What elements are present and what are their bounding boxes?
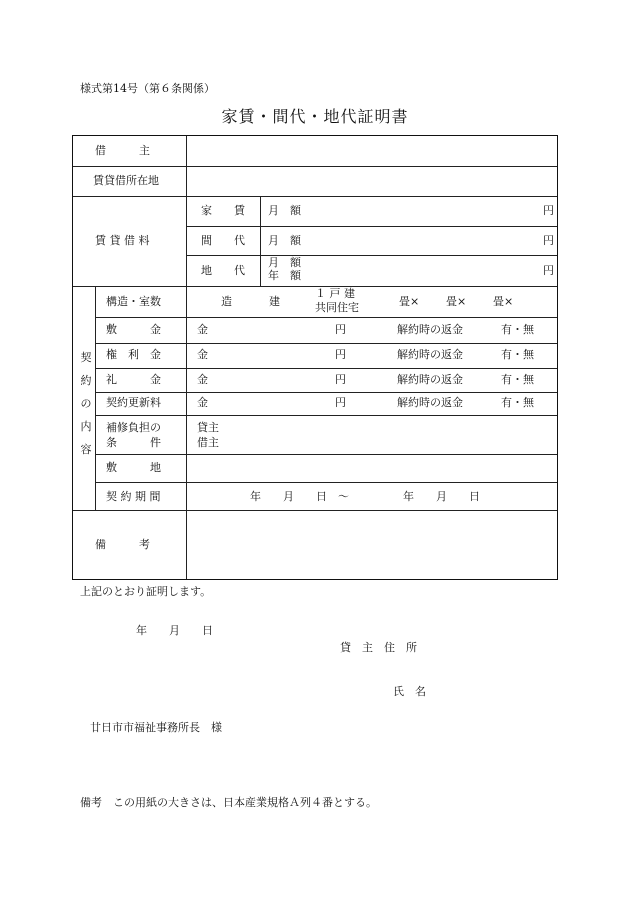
landlord-name-label: 氏 名 xyxy=(393,685,426,698)
yachin-label: 家 賃 xyxy=(201,204,245,217)
key-money-refund-label: 解約時の返金 xyxy=(397,348,463,361)
renewal-yes-no: 有・無 xyxy=(501,396,534,409)
addressee: 廿日市市福祉事務所長 様 xyxy=(90,721,222,734)
certify-statement: 上記のとおり証明します。 xyxy=(80,585,212,598)
site-label: 敷 地 xyxy=(106,461,161,474)
tenant-label: 借 主 xyxy=(95,144,150,157)
form-number: 様式第14号（第６条関係） xyxy=(80,82,215,95)
tatami-3: 畳× xyxy=(493,295,514,308)
rent-group-label: 賃 貸 借 料 xyxy=(95,234,150,247)
contract-vertical-label: 契 約 の 内 容 xyxy=(80,351,92,456)
yachin-yen: 円 xyxy=(543,204,554,217)
chidai-yen: 円 xyxy=(543,264,554,277)
certificate-table xyxy=(72,135,558,580)
madai-label: 間 代 xyxy=(201,234,245,247)
repair-label-line1: 補修負担の xyxy=(106,421,161,434)
period-end: 年 月 日 xyxy=(403,490,480,503)
renewal-yen: 円 xyxy=(335,396,346,409)
house-type-detached: １ 戸 建 xyxy=(315,287,355,300)
gratuity-yes-no: 有・無 xyxy=(501,373,534,386)
yachin-monthly-label: 月 額 xyxy=(268,204,301,217)
structure-zou: 造 xyxy=(221,295,232,308)
remarks-label: 備 考 xyxy=(95,538,150,551)
madai-yen: 円 xyxy=(543,234,554,247)
deposit-yes-no: 有・無 xyxy=(501,323,534,336)
madai-monthly-label: 月 額 xyxy=(268,234,301,247)
structure-label: 構造・室数 xyxy=(106,295,161,308)
document-title: 家賃・間代・地代証明書 xyxy=(221,107,409,126)
rental-address-label: 賃貸借所在地 xyxy=(93,174,159,187)
period-label: 契 約 期 間 xyxy=(106,490,161,503)
tatami-2: 畳× xyxy=(446,295,467,308)
chidai-monthly-label: 月 額 xyxy=(268,256,301,269)
renewal-money-prefix: 金 xyxy=(197,396,208,409)
key-money-prefix: 金 xyxy=(197,348,208,361)
repair-landlord: 貸主 xyxy=(197,421,219,434)
gratuity-refund-label: 解約時の返金 xyxy=(397,373,463,386)
deposit-refund-label: 解約時の返金 xyxy=(397,323,463,336)
deposit-label: 敷 金 xyxy=(106,323,161,336)
period-start: 年 月 日 ～ xyxy=(250,490,349,503)
house-type-shared: 共同住宅 xyxy=(315,301,359,314)
gratuity-label: 礼 金 xyxy=(106,373,161,386)
paper-size-note: 備考 この用紙の大きさは、日本産業規格Ａ列４番とする。 xyxy=(80,796,377,809)
structure-ken: 建 xyxy=(269,295,280,308)
chidai-yearly-label: 年 額 xyxy=(268,269,301,282)
gratuity-yen: 円 xyxy=(335,373,346,386)
tatami-1: 畳× xyxy=(399,295,420,308)
renewal-refund-label: 解約時の返金 xyxy=(397,396,463,409)
landlord-address-label: 貸 主 住 所 xyxy=(340,641,417,654)
chidai-label: 地 代 xyxy=(201,264,245,277)
gratuity-money-prefix: 金 xyxy=(197,373,208,386)
deposit-yen: 円 xyxy=(335,323,346,336)
repair-label-line2: 条 件 xyxy=(106,436,161,449)
repair-tenant: 借主 xyxy=(197,436,219,449)
key-money-yen: 円 xyxy=(335,348,346,361)
certification-date: 年 月 日 xyxy=(136,624,213,637)
key-money-yes-no: 有・無 xyxy=(501,348,534,361)
key-money-label: 権 利 金 xyxy=(106,348,161,361)
deposit-money-prefix: 金 xyxy=(197,323,208,336)
renewal-fee-label: 契約更新料 xyxy=(106,396,161,409)
